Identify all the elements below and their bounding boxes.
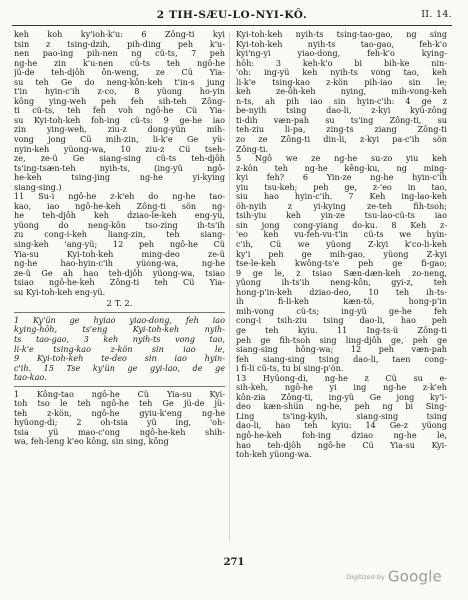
- text-line: hyüong-di; 2 oh-tsia yü ing, 'oh-: [14, 418, 225, 428]
- right-column: [236, 30, 447, 460]
- text-line: kying-hôh, ts'eng Kyi-toh-keh nyih-: [14, 325, 225, 335]
- text-line: sih-keh, ngô-he yi ing ng-he z-k'eh: [236, 383, 447, 393]
- text-line: tse-le-keh kwông-ts'e peh ge fi-gao;: [236, 259, 447, 269]
- text-line: zin ying-weh, ziu-z dong-yün mih-: [14, 125, 225, 135]
- text-line: jü-de teh-djôh ôn-weng, ze Cü Yia-: [14, 68, 225, 78]
- text-line: hong-p'in-keh dziao-deo, 10 teh ih-ts-: [236, 287, 447, 297]
- text-line: dao-li, hao teh kyiu: 14 Ge-z yüong: [236, 421, 447, 431]
- chapter-verse-marker: II. 14.: [421, 9, 452, 20]
- running-header: [12, 9, 452, 26]
- text-line: Ling ts'ing-kyih, siang-sing tsing: [236, 411, 447, 421]
- text-line: siang-sing hông-wa; 12 peh væn-pah: [236, 345, 447, 355]
- text-line: su Kyi-toh-keh eng-yü.: [14, 287, 106, 297]
- text-line: c'ih. 15 Tse ky'ün ge gyi-lao, de ge: [14, 363, 225, 373]
- text-line: ze-ü Ge ah hao teh-djôh yüong-wa, tsiao: [14, 268, 225, 278]
- paragraph: [14, 192, 225, 297]
- column-divider: [229, 32, 230, 542]
- text-line: sing-keh 'ang-yü; 12 peh ngô-he Cü: [14, 240, 225, 250]
- text-line: li-k'e tsing-kao z-kön sin iao le,: [14, 344, 225, 354]
- text-line: feh siang-sing tsing dao-li, taen cong-: [236, 354, 447, 364]
- text-line: Zông-ti.: [236, 144, 269, 154]
- text-line: nyin-keh yüong-wa, 10 ziu-z Cü tseh-: [14, 144, 225, 154]
- text-line: hôh: 3 keh-k'o bi bih-ke nin-: [236, 58, 447, 68]
- text-line: peh ge fih-tsoh sing ling-djôh ge, peh ge: [236, 335, 447, 345]
- text-line: i fi-li cü-ts, tu bi sing-p'ön.: [236, 364, 344, 374]
- text-line: 1 Kông-tao ngô-he Cü Yia-su Kyi-: [14, 389, 225, 399]
- text-line: kông ying-weh peh feh sih-teh Zông-: [14, 96, 225, 106]
- text-line: ng-he hao-hyin-c'ih yüong-wa, ng-he: [14, 259, 225, 269]
- text-line: ngô-he-keh foh-ing dziao ng-he le,: [236, 430, 447, 440]
- text-line: 5 Ngô we ze ng-he su-zo yiu keh: [236, 154, 447, 164]
- text-line: ng-he zin k'u-nen cü-ts teh ngô-he: [14, 58, 225, 68]
- text-line: vong jong Cü mih-zin, li-k'e Ge yü-: [14, 135, 225, 145]
- text-line: nen pao-ing pih-nen ng cü-ts, 7 peh: [14, 49, 225, 59]
- text-line: su teh Ge do neng-kôn-keh t'in-s jung: [14, 77, 225, 87]
- text-line: c'ih, Cü we yüong Z-kyi k'co-li-keh: [236, 240, 447, 250]
- text-line: ky'i peh ge mih-gao, yüong Z-kyi: [236, 249, 447, 259]
- text-line: ge teh kyiu. 11 Ing-ts-ü Zông-ti: [236, 325, 447, 335]
- text-line: ti-dih væn-pah su ts'ing Zông-ti, su: [236, 115, 447, 125]
- text-line: zo ze Zông-ti din-li, z-kyi pa-c'ih sön: [236, 135, 447, 145]
- paragraph: [14, 30, 225, 192]
- text-line: wa, feh-leng k'eo kông, sin sing, kông: [14, 437, 169, 447]
- text-line: 11 Su-i ngô-he z-k'eh do ng-he tao-: [14, 192, 225, 202]
- text-line: n-ts, ah pih iao sin hyin-c'ih: 4 ge z: [236, 96, 447, 106]
- text-line: tsiao ngô-he-keh Zông-ti teh Cü Yia-: [14, 278, 225, 288]
- text-line: toh tso le teh ngô-he teh Ge jü-de jü-: [14, 399, 225, 409]
- text-line: yiu tsu-keh; peh ge, z-'eo in tao,: [236, 182, 447, 192]
- text-line: tsin z tsing-dzih, pih-ding peh k'u-: [14, 39, 225, 49]
- text-line: hao teh-djôh ngô-he Cü Yia-su Kyi-: [236, 440, 447, 450]
- left-column: [14, 30, 225, 447]
- text-line: sin jong cong-yiang do-ku. 8 Keh z-: [236, 220, 447, 230]
- text-line: keh koh ky'ioh-k'u: 6 Zông-ti kyi: [14, 30, 225, 39]
- text-line: 'eo keh vu-feh-vu-t'in cü-ts we hyin-: [236, 230, 447, 240]
- text-line: he-keh tsing-jing ng-he yi-kying: [14, 173, 225, 183]
- text-line: mih-vong cü-ts; ing-yü ge-he feh: [236, 306, 447, 316]
- text-line: kao, iao ngô-he-keh Zông-ti sön ng-: [14, 201, 225, 211]
- text-line: ze, ze-ü Ge siang-sing cü-ts teh-djôh: [14, 154, 225, 164]
- page-title: 2 TIH-SÆU-LO-NYI-KÔ.: [156, 9, 308, 21]
- text-line: ts tao-gao, 3 keh nyih-ts vong tao,: [14, 334, 225, 344]
- chapter-summary: [14, 316, 225, 383]
- text-line: yüong ih-ts'ih neng-kôn, gyi-z, teh: [236, 278, 447, 288]
- paragraph: [14, 390, 225, 447]
- paragraph: [236, 154, 447, 374]
- text-line: cong-i tsih-ziu tsing dao-li, hao peh: [236, 316, 447, 326]
- text-line: 9 Kyi-toh-keh te-deo sin iao hyin-: [14, 354, 225, 364]
- text-line: li-k'e tsing-kao z-kön pih-iao sin le;: [236, 77, 447, 87]
- text-line: he teh-djôh keh dziao-le-keh eng-yü,: [14, 211, 225, 221]
- paragraph: [236, 30, 447, 154]
- divider: [14, 386, 225, 387]
- text-line: siu hao hyin-c'ih. 7 Keh ing-lao-keh: [236, 192, 447, 202]
- text-line: kôn-zia Zông-ti, ing-yü Ge jong ky'i-: [236, 392, 447, 402]
- text-line: ts'ing-tsæn-teh nyih-ts, (ing-yü ngô-: [14, 163, 225, 173]
- text-line: 'oh: ing-yü keh nyih-ts vong tao, keh: [236, 68, 447, 78]
- text-line: z-kôn teh ng-he kêng-ku, ng ming-: [236, 163, 447, 173]
- text-line: yüong do neng-kôn tso-zing ih-ts'ih: [14, 220, 225, 230]
- chapter-heading: 2 T. 2.: [106, 298, 133, 309]
- text-line: keh ze-ôh-keh nying, mih-vong-keh: [236, 87, 447, 97]
- text-line: tsih-yiu keh yin-ze tsu-lao-cü-ts iao: [236, 211, 447, 221]
- text-line: öh-nyih z yi-kying ze-teh fih-tsoh;: [236, 201, 447, 211]
- text-line: zu cong-i-keh liang-zin, teh siang-: [14, 230, 225, 240]
- text-line: toh-keh yüong-wa.: [236, 450, 312, 460]
- divider: [14, 312, 225, 313]
- google-logo: Google: [387, 567, 442, 586]
- text-line: su Kyi-toh-keh foh-ing cü-ts: 9 ge-he iao: [14, 115, 225, 125]
- text-line: ih fi-li-keh kæn-tö, hong-p'in: [236, 297, 447, 307]
- text-line: kyi feh? 6 Yin-ze ng-he hyin-c'ih: [236, 173, 447, 183]
- text-line: tsia yü mao-c'ong ngô-he-keh shih-: [14, 427, 225, 437]
- page-number: 271: [223, 557, 245, 568]
- text-line: be-nyih tsing dao-li, z-kyi kyü-zông: [236, 106, 447, 116]
- text-line: teh z-kön, ngô-he gyiu-k'eng ng-he: [14, 408, 225, 418]
- text-line: 13 Hyüong-di, ng-he z Cü su e-: [236, 373, 447, 383]
- text-line: Kyi-toh-keh nyih-ts tao-gao, feh-k'o: [236, 39, 447, 49]
- text-line: ti cü-ts, teh feh voh ngô-he Cü Yia-: [14, 106, 225, 116]
- digitized-by-label: Digitized by: [346, 572, 385, 581]
- text-line: 9 ge le, z tsiao Sæn-dæn-keh zo-neng,: [236, 268, 447, 278]
- digitization-watermark: [346, 566, 442, 586]
- text-line: teh-ziu li-pa, zing-ts ziang Zông-ti: [236, 125, 447, 135]
- text-line: t'in hyin-c'ih z-co, 8 yüong ho-yin: [14, 87, 225, 97]
- text-line: Yia-su Kyi-toh-keh ming-deo ze-ü: [14, 249, 225, 259]
- text-line: kyi'ng-yi yiao-dong, feh-k'o kying-: [236, 49, 447, 59]
- text-line: siang-sing.): [14, 182, 62, 192]
- text-line: 1 Ky'ün ge hyiao yiao-dong, feh iao: [14, 315, 225, 325]
- text-line: Kyi-toh-keh nyih-ts tsing-tao-gao, ng sing: [236, 30, 447, 39]
- text-line: tao-kao.: [14, 373, 47, 383]
- text-line: deo kæn-shün ng-he, peh ng bi Sing-: [236, 402, 447, 412]
- paragraph: [236, 374, 447, 460]
